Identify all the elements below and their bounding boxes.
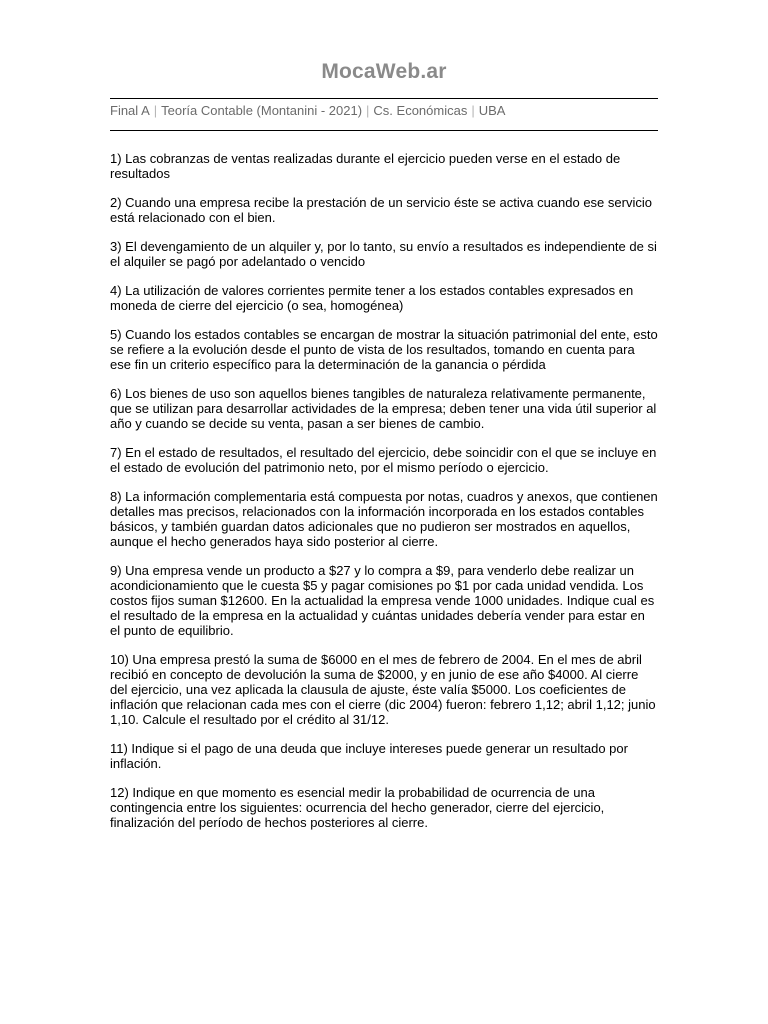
question-item: 10) Una empresa prestó la suma de $6000 en el mes de febrero de 2004. En el mes de abril recibió en concepto de devolución la suma de $2000, y en junio de ese año $4000. Al cierre del ejercicio, una vez aplicada la clausula de ajuste, éste valía $5000. Los coeficientes de inflación que relacionan cada mes con el cierre (dic 2004) fueron: febrero 1,12; abril 1,12; junio 1,10. Calcule el resultado por el crédito al 31/12. bbox=[110, 652, 656, 727]
site-title: MocaWeb.ar bbox=[321, 60, 447, 83]
question-item: 8) La información complementaria está compuesta por notas, cuadros y anexos, que contienen detalles mas precisos, relacionados con la información incorporada en los estados contables básicos, y también guardan datos adicionales que no pudieron ser mostrados en aquellos, aunque el hecho generados haya sido posterior al cierre. bbox=[110, 489, 658, 549]
question-item: 12) Indique en que momento es esencial medir la probabilidad de ocurrencia de una contingencia entre los siguientes: ocurrencia del hecho generador, cierre del ejercicio, finalización del período de hechos posteriores al cierre. bbox=[110, 785, 605, 830]
breadcrumb bbox=[110, 103, 658, 118]
question-item: 5) Cuando los estados contables se encargan de mostrar la situación patrimonial del ente, esto se refiere a la evolución desde el punto de vista de los resultados, tomando en cuenta para ese fin un criterio específico para la determinación de la ganancia o pérdida bbox=[110, 327, 658, 372]
question-item: 3) El devengamiento de un alquiler y, por lo tanto, su envío a resultados es independiente de si el alquiler se pagó por adelantado o vencido bbox=[110, 239, 657, 269]
breadcrumb-item-faculty[interactable]: Cs. Económicas bbox=[373, 103, 468, 118]
question-item: 4) La utilización de valores corrientes permite tener a los estados contables expresados en moneda de cierre del ejercicio (o sea, homogénea) bbox=[110, 283, 634, 313]
breadcrumb-item-exam[interactable]: Final A bbox=[110, 103, 150, 118]
breadcrumb-separator: | bbox=[366, 103, 370, 118]
question-item: 9) Una empresa vende un producto a $27 y lo compra a $9, para venderlo debe realizar un acondicionamiento que le cuesta $5 y pagar comisiones po $1 por cada unidad vendida. Los costos fijos suman $12600. En la actualidad la empresa vende 1000 unidades. Indique cual es el resultado de la empresa en la actualidad y cuántas unidades debería vender para estar en el punto de equilibrio. bbox=[110, 563, 655, 638]
header-rule-bottom bbox=[110, 130, 658, 131]
question-item: 2) Cuando una empresa recibe la prestación de un servicio éste se activa cuando ese servicio está relacionado con el bien. bbox=[110, 195, 652, 225]
question-list bbox=[110, 151, 658, 844]
breadcrumb-item-subject[interactable]: Teoría Contable (Montanini - 2021) bbox=[161, 103, 363, 118]
breadcrumb-separator: | bbox=[471, 103, 475, 118]
header-rule-top bbox=[110, 98, 658, 99]
breadcrumb-separator: | bbox=[153, 103, 158, 118]
question-item: 7) En el estado de resultados, el resultado del ejercicio, debe soincidir con el que se incluye en el estado de evolución del patrimonio neto, por el mismo período o ejercicio. bbox=[110, 445, 657, 475]
question-item: 1) Las cobranzas de ventas realizadas durante el ejercicio pueden verse en el estado de resultados bbox=[110, 151, 621, 181]
breadcrumb-item-university[interactable]: UBA bbox=[478, 103, 506, 118]
question-item: 6) Los bienes de uso son aquellos bienes tangibles de naturaleza relativamente permanente, que se utilizan para desarrollar actividades de la empresa; deben tener una vida útil superior al año y cuando se decide su venta, pasan a ser bienes de cambio. bbox=[110, 386, 657, 431]
question-item: 11) Indique si el pago de una deuda que incluye intereses puede generar un resultado por inflación. bbox=[110, 741, 628, 771]
